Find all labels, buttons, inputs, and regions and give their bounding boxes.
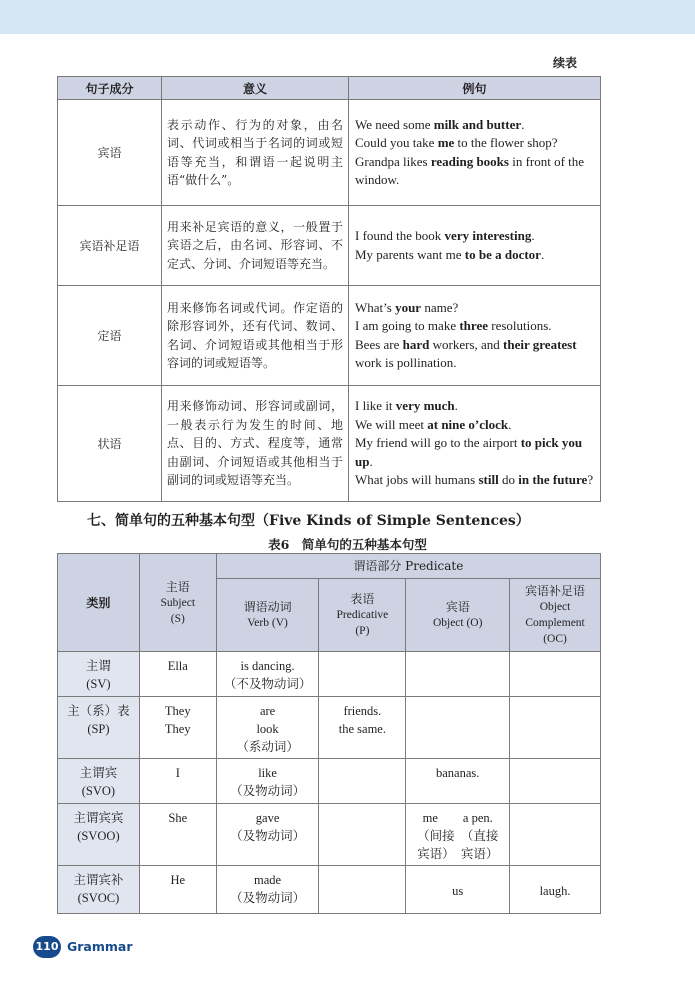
verb-cell	[216, 652, 319, 697]
header-pred-en: Predicative	[336, 609, 389, 621]
example-sentence	[355, 116, 594, 135]
subject-line: She	[168, 811, 188, 825]
highlighted-phrase: reading books	[430, 153, 509, 169]
highlighted-phrase: hard	[402, 336, 430, 352]
component-cell: 宾语补足语	[58, 206, 162, 286]
sentence-text: My parents want me	[355, 246, 465, 262]
subject-line: I	[175, 766, 180, 780]
object-cell	[406, 652, 510, 697]
meaning-cell: 表示动作、行为的对象，由名词、代词或相当于名词的词或短语等充当，和谓语一起说明主语“做什么”。	[162, 100, 349, 206]
page-number-badge: 110	[33, 936, 61, 958]
subject-line: Ella	[167, 659, 188, 673]
component-cell: 状语	[58, 386, 162, 502]
verb-line: is dancing.	[240, 659, 295, 673]
object-line: （间接 （直接	[417, 828, 499, 843]
example-sentence	[355, 416, 594, 435]
verb-line: like	[258, 766, 277, 780]
highlighted-phrase: very much	[395, 398, 455, 414]
oc-line: laugh.	[539, 884, 571, 898]
top-band	[0, 0, 695, 34]
sentence-text: do	[498, 472, 519, 488]
pattern-type-zh: 主谓	[85, 658, 111, 673]
highlighted-phrase: three	[459, 318, 488, 333]
continued-label: 续表	[552, 56, 577, 70]
examples-cell	[349, 206, 601, 286]
sentence-text: .	[454, 398, 458, 414]
sentence-text: .	[540, 246, 545, 262]
table-row	[58, 759, 601, 804]
component-cell: 定语	[58, 286, 162, 386]
highlighted-phrase: milk and butter	[433, 116, 522, 132]
sentence-text: We need some	[355, 116, 434, 132]
example-sentence	[355, 397, 594, 416]
predicative-cell	[319, 697, 406, 759]
sentence-text: I found the book	[355, 228, 445, 243]
header-verb	[216, 579, 319, 652]
subject-line: They	[164, 704, 191, 718]
verb-cell	[216, 697, 319, 759]
object-line: 宾语） 宾语）	[417, 846, 499, 861]
pattern-type-abbr: (SV)	[86, 677, 111, 691]
pattern-type-abbr: (SVO)	[81, 784, 116, 798]
sentence-patterns-table	[57, 553, 601, 914]
table-row	[58, 804, 601, 866]
subject-line: They	[164, 722, 191, 736]
example-sentence	[355, 227, 594, 246]
sentence-text: work is pollination.	[355, 355, 457, 370]
sentence-text: workers, and	[429, 336, 504, 352]
sentence-components-table	[57, 76, 601, 502]
example-sentence	[355, 134, 594, 153]
header-oc	[510, 579, 601, 652]
table-row	[58, 100, 601, 206]
object-cell	[406, 697, 510, 759]
verb-line: （不及物动词）	[223, 676, 312, 691]
pattern-type-zh: 主（系）表	[67, 703, 130, 718]
header-oc-abbr: (OC)	[543, 633, 567, 645]
verb-cell	[216, 759, 319, 804]
table-row	[58, 206, 601, 286]
meaning-cell: 用来修饰动词、形容词或副词，一般表示行为发生的时间、地点、目的、方式、程度等，通常由副词、介词短语或其他相当于副词的词或短语等充当。	[162, 386, 349, 502]
object-line: me a pen.	[422, 811, 493, 825]
sentence-text: in front of the window.	[355, 153, 585, 187]
table-row	[58, 286, 601, 386]
sentence-text: .	[521, 116, 525, 132]
highlighted-phrase: to pick you up	[355, 435, 583, 469]
example-sentence	[355, 317, 594, 336]
pattern-type-abbr: (SVOC)	[77, 891, 120, 905]
sentence-text: I am going to make	[355, 318, 460, 333]
subject-cell	[139, 697, 216, 759]
header-oc-zh: 宾语补足语	[525, 584, 586, 598]
example-sentence	[355, 434, 594, 471]
sentence-text: What jobs will humans	[355, 472, 479, 488]
verb-line: （及物动词）	[230, 890, 306, 905]
subject-cell	[139, 652, 216, 697]
highlighted-phrase: in the future	[518, 472, 588, 488]
header-oc-en1: Object	[539, 601, 571, 613]
table-caption: 表6 简单句的五种基本句型	[268, 537, 427, 552]
verb-line: （及物动词）	[230, 828, 306, 843]
pattern-type-zh: 主谓宾宾	[73, 810, 124, 825]
pattern-type-zh: 主谓宾	[79, 765, 118, 780]
sentence-text: resolutions.	[487, 318, 552, 333]
predicative-cell	[319, 804, 406, 866]
example-sentence	[355, 246, 594, 265]
header-object-en: Object (O)	[432, 617, 483, 629]
header-verb-zh: 谓语动词	[243, 600, 292, 614]
sentence-text: Grandpa likes	[355, 153, 431, 169]
highlighted-phrase: their greatest	[503, 336, 577, 352]
verb-line: （及物动词）	[230, 783, 306, 798]
sentence-text: .	[369, 453, 373, 469]
pattern-type-cell	[58, 697, 140, 759]
header-subject-en: Subject	[160, 596, 196, 609]
pattern-type-cell	[58, 652, 140, 697]
header-subject	[139, 554, 216, 652]
subject-cell	[139, 804, 216, 866]
header-object-zh: 宾语	[445, 600, 470, 614]
example-sentence	[355, 471, 594, 490]
sentence-text: name?	[421, 299, 459, 315]
header-subject-abbr: (S)	[170, 612, 185, 625]
predicative-cell	[319, 759, 406, 804]
oc-cell	[510, 697, 601, 759]
verb-cell	[216, 866, 319, 914]
highlighted-phrase: to be a doctor	[464, 246, 541, 262]
header-oc-en2: Complement	[525, 617, 585, 629]
highlighted-phrase: your	[395, 299, 422, 315]
sentence-text: My friend will go to the airport	[355, 435, 521, 451]
table-header-row	[58, 77, 601, 100]
pattern-type-abbr: (SP)	[87, 722, 110, 736]
sentence-text: Bees are	[355, 336, 403, 352]
examples-cell	[349, 100, 601, 206]
oc-cell	[510, 652, 601, 697]
sentence-text: to the flower shop?	[454, 135, 558, 150]
highlighted-phrase: still	[478, 472, 499, 488]
verb-line: （系动词）	[236, 739, 299, 754]
pattern-type-cell	[58, 804, 140, 866]
object-cell	[406, 759, 510, 804]
predicative-cell	[319, 866, 406, 914]
header-meaning: 意义	[162, 77, 349, 100]
component-cell: 宾语	[58, 100, 162, 206]
examples-cell	[349, 286, 601, 386]
oc-cell	[510, 866, 601, 914]
header-verb-en: Verb (V)	[247, 617, 288, 629]
header-pred-zh: 表语	[350, 592, 375, 606]
predicative-line: the same.	[338, 722, 386, 736]
table-row	[58, 386, 601, 502]
table-row	[58, 866, 601, 914]
header-predicative	[319, 579, 406, 652]
verb-line: look	[256, 722, 279, 736]
pattern-type-cell	[58, 759, 140, 804]
sentence-text: We will meet	[355, 416, 428, 432]
highlighted-phrase: very interesting	[444, 228, 532, 243]
verb-line: gave	[255, 811, 280, 825]
examples-cell	[349, 386, 601, 502]
pattern-type-zh: 主谓宾补	[73, 872, 124, 887]
sentence-text: .	[508, 416, 512, 432]
verb-line: are	[259, 704, 276, 718]
subject-cell	[139, 866, 216, 914]
pattern-type-cell	[58, 866, 140, 914]
header-object	[406, 579, 510, 652]
oc-cell	[510, 759, 601, 804]
table-header-row	[58, 554, 601, 579]
object-cell	[406, 804, 510, 866]
pattern-type-abbr: (SVOO)	[77, 829, 120, 843]
verb-line: made	[254, 873, 282, 887]
section-title: 七、简单句的五种基本句型（Five Kinds of Simple Sentences）	[87, 513, 530, 529]
predicative-line: friends.	[343, 704, 382, 718]
table-row	[58, 697, 601, 759]
oc-cell	[510, 804, 601, 866]
highlighted-phrase: me	[437, 135, 455, 150]
object-line: us	[452, 884, 464, 898]
sentence-text: .	[531, 228, 535, 243]
example-sentence	[355, 153, 594, 190]
header-predicate-group: 谓语部分 Predicate	[216, 554, 600, 579]
table-row	[58, 652, 601, 697]
sentence-text: Could you take	[355, 135, 438, 150]
object-cell	[406, 866, 510, 914]
example-sentence	[355, 336, 594, 373]
header-component: 句子成分	[58, 77, 162, 100]
meaning-cell: 用来补足宾语的意义，一般置于宾语之后，由名词、形容词、不定式、分词、介词短语等充当。	[162, 206, 349, 286]
subject-cell	[139, 759, 216, 804]
predicative-cell	[319, 652, 406, 697]
sentence-text: What’s	[355, 299, 396, 315]
verb-cell	[216, 804, 319, 866]
header-subject-zh: 主语	[165, 579, 190, 594]
header-pred-abbr: (P)	[355, 625, 370, 637]
highlighted-phrase: at nine o’clock	[427, 416, 509, 432]
example-sentence	[355, 299, 594, 318]
object-line: bananas.	[436, 766, 480, 780]
meaning-cell: 用来修饰名词或代词。作定语的除形容词外，还有代词、数词、名词、介词短语或其他相当于形容词的词或短语等。	[162, 286, 349, 386]
header-category: 类别	[58, 554, 140, 652]
sentence-text: ?	[587, 472, 594, 488]
footer-title: Grammar	[67, 939, 133, 954]
sentence-text: I like it	[355, 398, 396, 414]
header-examples: 例句	[349, 77, 601, 100]
subject-line: He	[170, 873, 186, 887]
